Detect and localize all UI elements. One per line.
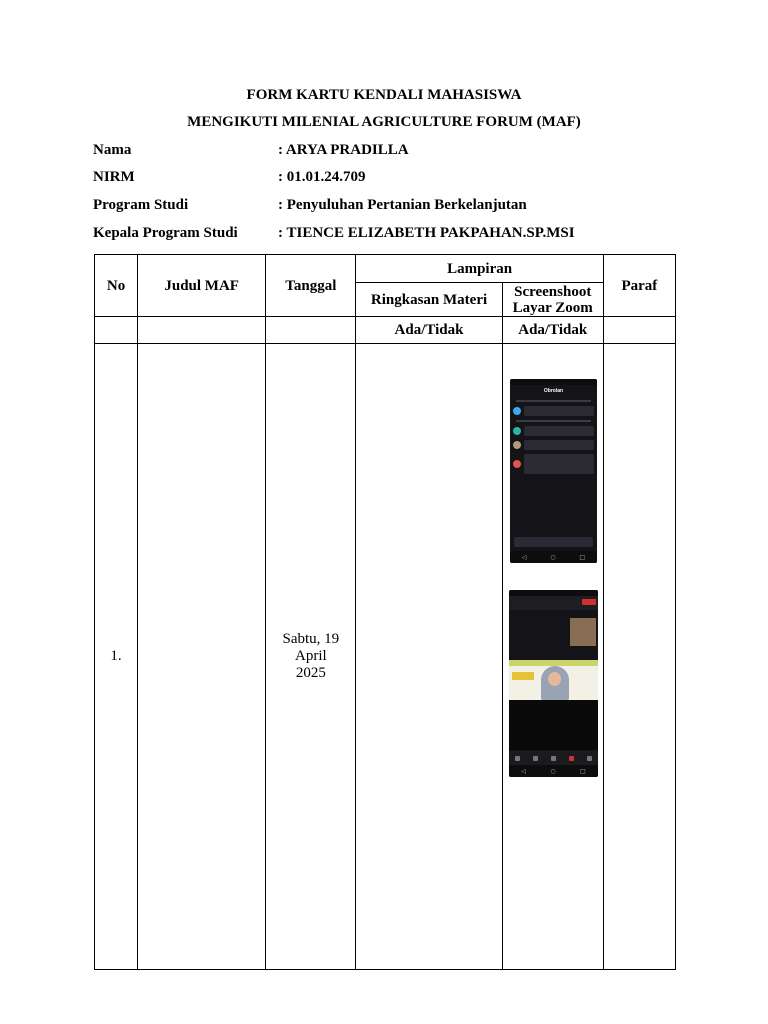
avatar [513, 407, 521, 415]
slide-title-block [512, 672, 534, 680]
row-judul [138, 344, 266, 970]
row-tanggal [266, 344, 356, 970]
row-paraf [603, 344, 675, 970]
header-paraf: Paraf [603, 255, 675, 317]
zoom-meeting-screenshot [509, 590, 598, 777]
header-screenshot: Screenshoot Layar Zoom [502, 283, 603, 317]
info-label: Program Studi [93, 197, 189, 213]
message-bubble [524, 454, 594, 474]
avatar [513, 441, 521, 449]
header-judul: Judul MAF [138, 255, 266, 317]
avatar [513, 460, 521, 468]
date-line: 2025 [295, 665, 326, 681]
date-line: Sabtu, 19 [282, 631, 340, 647]
video-icon [533, 756, 538, 761]
recents-icon: □ [580, 767, 586, 775]
row-no: 1. [95, 344, 138, 970]
chat-message [513, 440, 594, 450]
message-bubble [524, 440, 594, 450]
more-icon [587, 756, 592, 761]
end-meeting-icon [582, 599, 596, 605]
chat-message [513, 454, 594, 474]
divider [516, 420, 591, 422]
share-icon [551, 756, 556, 761]
info-value: : TIENCE ELIZABETH PAKPAHAN.SP.MSI [278, 225, 575, 241]
form-title: FORM KARTU KENDALI MAHASISWA [246, 87, 522, 103]
chat-header: Obrolan [543, 388, 564, 394]
info-value: : Penyuluhan Pertanian Berkelanjutan [278, 197, 527, 213]
date-line: April [295, 648, 327, 664]
home-icon: ○ [550, 553, 556, 561]
info-label: Nama [93, 142, 132, 158]
chat-input [514, 537, 593, 547]
zoom-toolbar [509, 596, 598, 610]
header-ada-tidak-screenshot: Ada/Tidak [502, 317, 603, 344]
android-nav-bar [509, 765, 598, 777]
meeting-controls [509, 751, 598, 765]
mic-icon [515, 756, 520, 761]
row-ringkasan [356, 344, 502, 970]
message-bubble [524, 406, 594, 416]
header-lampiran: Lampiran [356, 255, 603, 283]
zoom-chat-screenshot [510, 379, 597, 563]
info-value: : 01.01.24.709 [278, 169, 366, 185]
header-ada-tidak-ringkasan: Ada/Tidak [356, 317, 502, 344]
avatar [513, 427, 521, 435]
chat-message [513, 406, 594, 416]
header-tanggal: Tanggal [266, 255, 356, 317]
empty-cell [603, 317, 675, 344]
info-label: NIRM [93, 169, 135, 185]
info-value: : ARYA PRADILLA [278, 142, 409, 158]
info-label: Kepala Program Studi [93, 225, 238, 241]
empty-cell [95, 317, 138, 344]
record-icon [569, 756, 574, 761]
android-nav-bar [510, 551, 597, 563]
back-icon: ◁ [521, 553, 527, 561]
form-subtitle: MENGIKUTI MILENIAL AGRICULTURE FORUM (MAF) [187, 114, 581, 130]
message-bubble [524, 426, 594, 436]
header-no: No [95, 255, 138, 317]
header-ringkasan: Ringkasan Materi [356, 283, 502, 317]
speaker-face [548, 672, 561, 686]
video-background [509, 700, 598, 750]
home-icon: ○ [550, 767, 556, 775]
back-icon: ◁ [521, 767, 526, 775]
participant-video-tile [570, 618, 596, 646]
empty-cell [138, 317, 266, 344]
chat-message [513, 426, 594, 436]
recents-icon: □ [579, 553, 586, 561]
empty-cell [266, 317, 356, 344]
divider [516, 400, 591, 402]
